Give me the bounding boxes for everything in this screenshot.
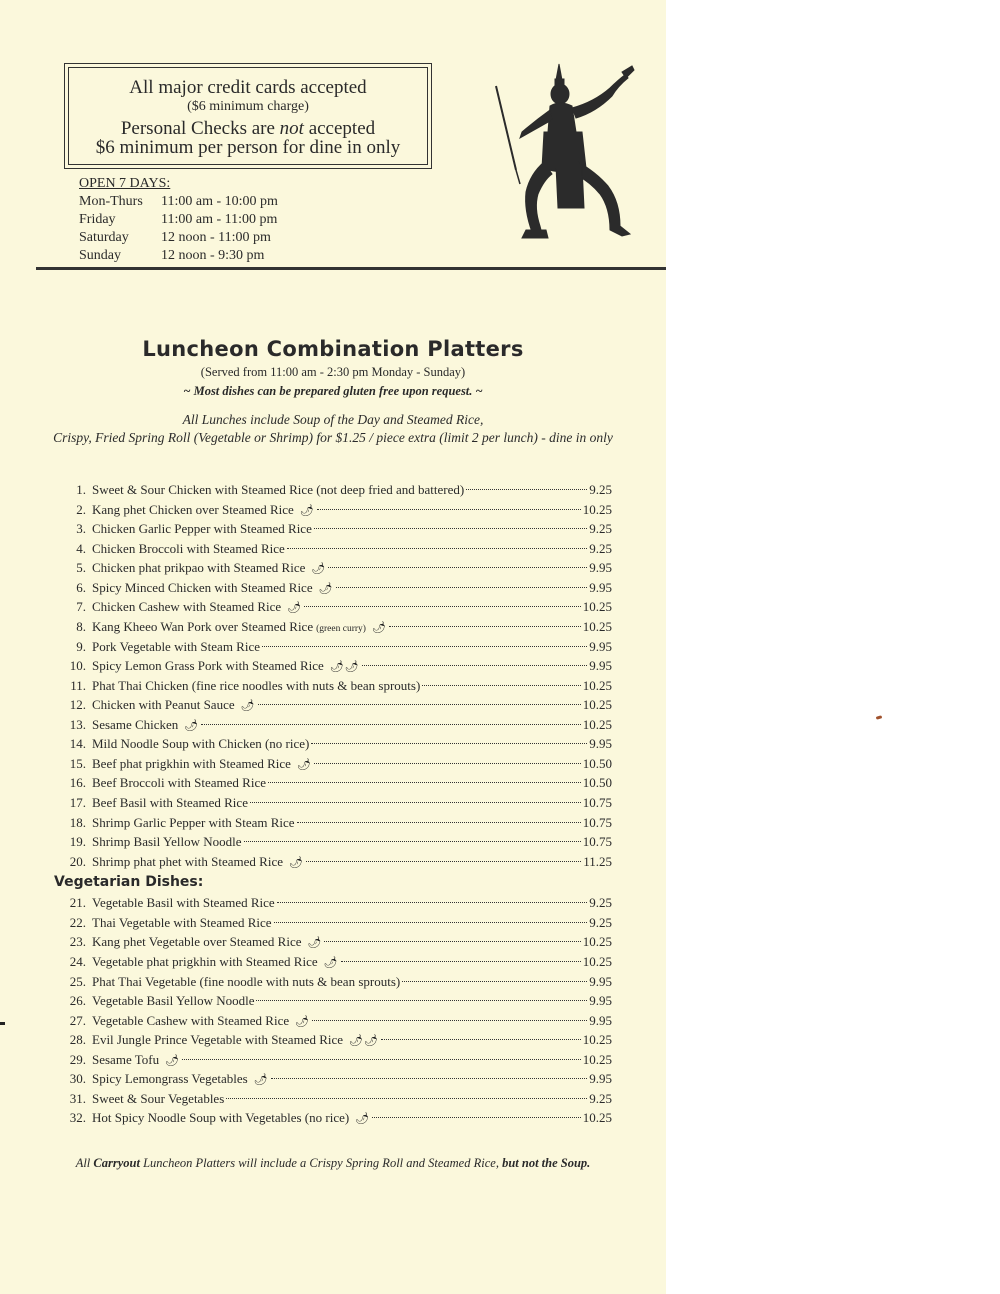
item-number: 16. (69, 775, 86, 791)
item-name: Chicken Garlic Pepper with Steamed Rice (92, 521, 312, 537)
dine-in-minimum-line: $6 minimum per person for dine in only (95, 137, 401, 158)
carryout-mid: Luncheon Platters will include a Crispy Spring Roll and Steamed Rice, (139, 1156, 503, 1170)
chili-icon: 🌶 (165, 1054, 181, 1067)
dot-leader (311, 743, 587, 744)
gluten-free-note: ~ Most dishes can be prepared gluten free upon request. ~ (183, 384, 483, 398)
item-name: Sesame Chicken (92, 716, 179, 732)
carryout-bold-end: but not the Soup. (502, 1156, 591, 1170)
menu-item (60, 656, 612, 676)
menu-item (60, 734, 612, 754)
dot-leader (466, 489, 587, 490)
dot-leader (306, 861, 581, 862)
chili-icon: 🌶 (307, 937, 323, 950)
dot-leader (201, 724, 580, 725)
item-name: Thai Vegetable with Steamed Rice (92, 914, 272, 930)
item-name: Shrimp phat phet with Steamed Rice (92, 853, 283, 869)
menu-item (60, 539, 612, 559)
menu-item (60, 578, 612, 598)
item-name: Spicy Lemongrass Vegetables (92, 1071, 248, 1087)
menu-item (60, 813, 612, 833)
hours-heading: OPEN 7 DAYS: (79, 176, 171, 191)
chili-icon: 🌶 (296, 758, 312, 771)
item-name: Sweet & Sour Vegetables (92, 1090, 225, 1106)
item-name: Chicken phat prikpao with Steamed Rice (92, 560, 306, 576)
item-price: 9.95 (589, 993, 612, 1009)
menu-item (60, 952, 612, 972)
checks-post: accepted (303, 118, 376, 139)
item-price: 9.25 (589, 1090, 612, 1106)
item-price: 10.50 (582, 775, 612, 791)
dot-leader (287, 548, 587, 549)
payment-notice-box (64, 63, 432, 169)
item-price: 10.25 (582, 934, 612, 950)
hours-time: 12 noon - 11:00 pm (161, 230, 271, 245)
dot-leader (274, 922, 588, 923)
item-price: 10.25 (582, 599, 612, 615)
blank-page (666, 0, 1000, 1294)
item-name: Shrimp Garlic Pepper with Steam Rice (92, 814, 295, 830)
dot-leader (362, 665, 588, 666)
carryout-pre: All (75, 1156, 94, 1170)
item-number: 4. (76, 540, 86, 556)
item-number: 18. (69, 814, 86, 830)
thai-dancer-illustration (486, 58, 638, 240)
item-number: 9. (76, 638, 86, 654)
chili-icon: 🌶 (253, 1074, 269, 1087)
dot-leader (422, 685, 580, 686)
menu-item (60, 617, 612, 637)
item-number: 13. (69, 716, 86, 732)
item-number: 12. (69, 697, 86, 713)
item-price: 9.95 (589, 1012, 612, 1028)
menu-item (60, 597, 612, 617)
chili-icon: 🌶 (184, 719, 200, 732)
hours-time: 12 noon - 9:30 pm (161, 248, 265, 263)
item-number: 3. (76, 521, 86, 537)
chili-icon: 🌶 (240, 700, 256, 713)
menu-item (60, 754, 612, 774)
menu-item (60, 1030, 612, 1050)
checks-not: not (279, 118, 304, 139)
chili-icon: 🌶 (311, 563, 327, 576)
item-name: Vegetable Basil with Steamed Rice (92, 895, 275, 911)
item-name: Spicy Minced Chicken with Steamed Rice (92, 579, 313, 595)
item-number: 5. (76, 560, 86, 576)
item-name: Sweet & Sour Chicken with Steamed Rice (not deep fried and battered) (92, 482, 465, 497)
credit-cards-line: All major credit cards accepted (129, 77, 367, 98)
dot-leader (244, 841, 581, 842)
item-number: 25. (69, 973, 86, 989)
item-price: 9.95 (589, 579, 612, 595)
section-divider (36, 267, 666, 270)
item-number: 21. (69, 895, 86, 911)
dot-leader (402, 981, 587, 982)
menu-item (60, 695, 612, 715)
item-price: 10.75 (582, 834, 612, 850)
item-number: 1. (76, 482, 86, 497)
item-number: 7. (76, 599, 86, 615)
menu-item (60, 932, 612, 952)
dot-leader (324, 941, 580, 942)
item-price: 11.25 (583, 853, 612, 869)
item-number: 31. (69, 1090, 86, 1106)
menu-item (60, 913, 612, 933)
chili-icon: 🌶 (289, 856, 304, 869)
opening-hours (79, 175, 278, 265)
item-price: 10.75 (582, 795, 612, 810)
dot-leader (226, 1098, 587, 1099)
menu-item (60, 1011, 612, 1031)
menu-item (60, 480, 612, 500)
platter-items (60, 480, 612, 871)
item-name: Vegetable phat prigkhin with Steamed Rice (92, 953, 318, 969)
dot-leader (314, 528, 587, 529)
item-number: 26. (69, 993, 86, 1009)
dot-leader (256, 1000, 587, 1001)
menu-item (60, 519, 612, 539)
item-price: 10.25 (582, 618, 612, 634)
item-name: Spicy Lemon Grass Pork with Steamed Rice (92, 658, 324, 674)
item-name: Chicken with Peanut Sauce (92, 697, 235, 713)
item-price: 9.95 (589, 638, 612, 654)
item-number: 11. (70, 677, 86, 693)
item-number: 10. (69, 658, 86, 674)
item-name: Chicken Cashew with Steamed Rice (92, 599, 282, 615)
item-name: Phat Thai Vegetable (fine noodle with nuts & bean sprouts) (92, 973, 401, 989)
item-price: 10.25 (582, 1110, 612, 1126)
item-name: Beef Broccoli with Steamed Rice (92, 775, 267, 791)
menu-item (60, 793, 612, 813)
item-number: 32. (69, 1110, 86, 1126)
item-number: 17. (69, 795, 86, 810)
item-price: 10.25 (582, 953, 612, 969)
hours-rows (79, 193, 278, 265)
item-name: Hot Spicy Noodle Soup with Vegetables (no rice) (92, 1110, 350, 1126)
hours-row (79, 193, 278, 211)
menu-item (60, 715, 612, 735)
menu-item (60, 1069, 612, 1089)
item-name: Sesame Tofu (92, 1051, 160, 1067)
item-name: Kang phet Vegetable over Steamed Rice (92, 934, 302, 950)
item-name: Shrimp Basil Yellow Noodle (92, 834, 242, 850)
item-number: 2. (76, 501, 86, 517)
menu-item (60, 991, 612, 1011)
menu-item (60, 1050, 612, 1070)
item-price: 10.50 (582, 755, 612, 771)
dot-leader (341, 961, 581, 962)
menu-item (60, 1089, 612, 1109)
item-price: 10.25 (582, 1032, 612, 1048)
item-price: 10.25 (582, 1051, 612, 1067)
item-number: 29. (69, 1051, 86, 1067)
item-number: 23. (69, 934, 86, 950)
scan-mark (0, 1022, 5, 1025)
item-price: 9.25 (589, 482, 612, 497)
hours-row (79, 211, 278, 229)
hours-row (79, 247, 278, 265)
menu-item (60, 852, 612, 872)
menu-item (60, 558, 612, 578)
item-name: Evil Jungle Prince Vegetable with Steamed Rice (92, 1032, 344, 1048)
hours-time: 11:00 am - 11:00 pm (161, 212, 278, 227)
item-price: 9.95 (589, 973, 612, 989)
dot-leader (277, 902, 588, 903)
item-name: Mild Noodle Soup with Chicken (no rice) (92, 736, 310, 752)
item-price: 9.25 (589, 914, 612, 930)
chili-icon: 🌶 (371, 621, 387, 634)
vegetarian-items (60, 893, 612, 1128)
chili-icon: 🌶 (295, 1015, 311, 1028)
item-note: (green curry) (316, 623, 366, 634)
menu-item (60, 893, 612, 913)
item-number: 27. (69, 1012, 86, 1028)
hours-time: 11:00 am - 10:00 pm (161, 194, 278, 209)
item-number: 30. (69, 1071, 86, 1087)
menu-title: Luncheon Combination Platters (142, 337, 524, 361)
item-number: 28. (69, 1032, 86, 1048)
item-name: Chicken Broccoli with Steamed Rice (92, 540, 285, 556)
menu-item (60, 773, 612, 793)
dot-leader (182, 1059, 581, 1060)
includes-line-2: Crispy, Fried Spring Roll (Vegetable or Shrimp) for $1.25 / piece extra (limit 2 per lunch) - dine in only (53, 430, 613, 445)
served-hours: (Served from 11:00 am - 2:30 pm Monday - Sunday) (200, 365, 466, 379)
item-price: 9.25 (589, 521, 612, 537)
chili-icon: 🌶🌶 (329, 661, 360, 674)
hours-day: Saturday (79, 230, 129, 245)
item-name: Beef Basil with Steamed Rice (92, 795, 248, 810)
carryout-note (0, 1156, 666, 1171)
chili-icon: 🌶 (323, 956, 339, 969)
item-price: 9.95 (589, 736, 612, 752)
item-name: Kang phet Chicken over Steamed Rice (92, 501, 294, 517)
menu-list (54, 480, 612, 1128)
dot-leader (336, 587, 588, 588)
minimum-charge-line: ($6 minimum charge) (187, 99, 309, 114)
item-number: 20. (69, 853, 86, 869)
item-price: 9.95 (589, 658, 612, 674)
dot-leader (258, 704, 581, 705)
checks-line (69, 119, 427, 138)
dot-leader (317, 509, 581, 510)
hours-row (79, 229, 278, 247)
item-price: 9.25 (589, 895, 612, 911)
item-price: 10.25 (582, 697, 612, 713)
item-price: 10.75 (582, 814, 612, 830)
item-number: 14. (69, 736, 86, 752)
dot-leader (314, 763, 581, 764)
dot-leader (381, 1039, 581, 1040)
item-number: 6. (76, 579, 86, 595)
item-number: 24. (69, 953, 86, 969)
checks-pre: Personal Checks are (120, 118, 280, 139)
item-number: 19. (69, 834, 86, 850)
chili-icon: 🌶🌶 (349, 1035, 379, 1048)
menu-item (60, 1108, 612, 1128)
item-price: 10.25 (582, 716, 612, 732)
dot-leader (312, 1020, 587, 1021)
item-name: Phat Thai Chicken (fine rice noodles with nuts & bean sprouts) (92, 677, 421, 693)
dot-leader (271, 1078, 588, 1079)
item-name: Pork Vegetable with Steam Rice (92, 638, 261, 654)
menu-item (60, 500, 612, 520)
item-price: 9.95 (589, 1071, 612, 1087)
item-price: 10.25 (582, 677, 612, 693)
payment-notice-inner (68, 67, 428, 165)
dot-leader (268, 782, 581, 783)
dot-leader (262, 646, 587, 647)
item-name: Vegetable Basil Yellow Noodle (92, 993, 255, 1009)
dot-leader (304, 606, 581, 607)
item-price: 9.95 (589, 560, 612, 576)
item-number: 22. (69, 914, 86, 930)
item-price: 10.25 (582, 501, 612, 517)
dot-leader (250, 802, 581, 803)
item-number: 15. (69, 755, 86, 771)
dot-leader (389, 626, 581, 627)
includes-line-1: All Lunches include Soup of the Day and Steamed Rice, (182, 412, 484, 427)
hours-day: Mon-Thurs (79, 194, 143, 209)
item-name: Vegetable Cashew with Steamed Rice (92, 1012, 290, 1028)
chili-icon: 🌶 (355, 1113, 371, 1126)
chili-icon: 🌶 (318, 582, 334, 595)
dot-leader (328, 567, 587, 568)
item-name: Kang Kheeo Wan Pork over Steamed Rice (92, 618, 314, 634)
hours-day: Sunday (79, 248, 121, 263)
item-price: 9.25 (589, 540, 612, 556)
hours-day: Friday (79, 212, 116, 227)
menu-item (60, 832, 612, 852)
chili-icon: 🌶 (299, 504, 315, 517)
menu-item (60, 676, 612, 696)
item-name: Beef phat prigkhin with Steamed Rice (92, 755, 291, 771)
carryout-bold: Carryout (93, 1156, 140, 1170)
item-number: 8. (76, 618, 86, 634)
dot-leader (372, 1117, 581, 1118)
vegetarian-heading: Vegetarian Dishes: (54, 874, 204, 891)
dot-leader (297, 822, 581, 823)
menu-item (60, 972, 612, 992)
chili-icon: 🌶 (287, 602, 303, 615)
